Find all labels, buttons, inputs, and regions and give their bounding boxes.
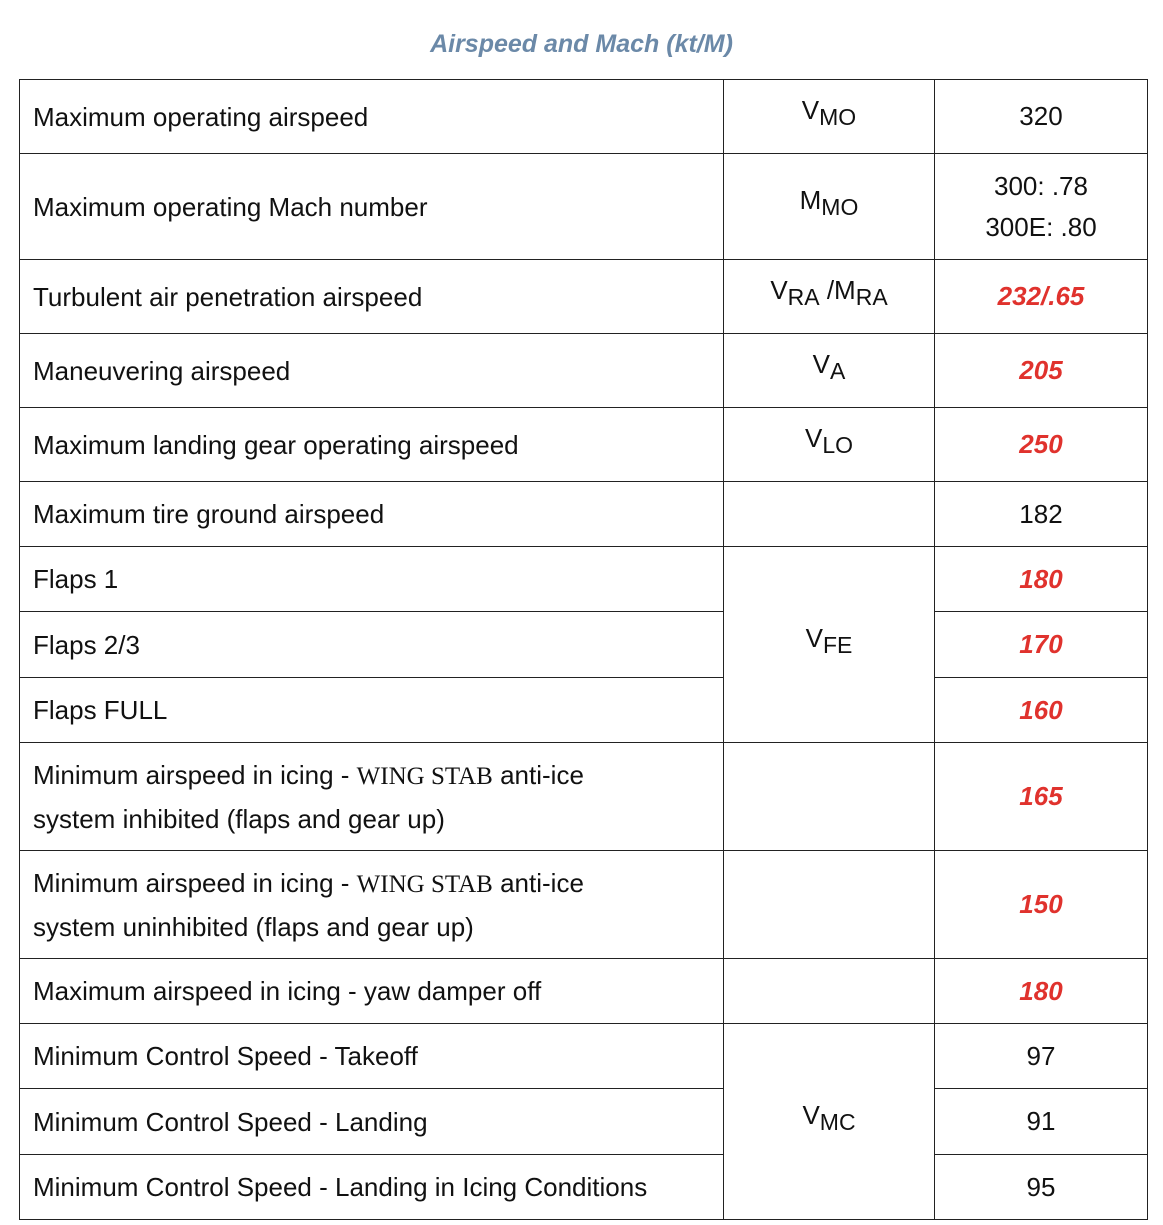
row-value: 320 xyxy=(935,80,1148,154)
row-description: Minimum airspeed in icing - WING STAB anti-ice system uninhibited (flaps and gear up) xyxy=(20,851,724,959)
row-value: 170 xyxy=(935,612,1148,678)
row-description: Maximum operating airspeed xyxy=(20,80,724,154)
row-value: 232/.65 xyxy=(935,260,1148,334)
row-symbol xyxy=(724,743,935,851)
row-description: Minimum Control Speed - Takeoff xyxy=(20,1024,724,1089)
row-value: 150 xyxy=(935,851,1148,959)
table-row-vra xyxy=(20,260,1148,334)
row-description: Flaps FULL xyxy=(20,678,724,743)
table-row-vmo xyxy=(20,80,1148,154)
row-description: Turbulent air penetration airspeed xyxy=(20,260,724,334)
table-row-vmc-landing xyxy=(20,1089,1148,1155)
page-title: Airspeed and Mach (kt/M) xyxy=(430,30,733,58)
table-row-flaps-2-3 xyxy=(20,612,1148,678)
row-value: 160 xyxy=(935,678,1148,743)
table-row-vmc-landing-icing xyxy=(20,1155,1148,1220)
table-row-flaps-1 xyxy=(20,547,1148,612)
row-symbol xyxy=(724,959,935,1024)
row-value: 180 xyxy=(935,959,1148,1024)
row-symbol: MMO xyxy=(724,154,935,260)
row-symbol: VMO xyxy=(724,80,935,154)
row-value: 165 xyxy=(935,743,1148,851)
table-row-vmc-takeoff xyxy=(20,1024,1148,1089)
table-row-icing-uninhibited xyxy=(20,851,1148,959)
row-value: 97 xyxy=(935,1024,1148,1089)
row-description: Maximum tire ground airspeed xyxy=(20,482,724,547)
table-row-flaps-full xyxy=(20,678,1148,743)
row-description: Minimum Control Speed - Landing in Icing Conditions xyxy=(20,1155,724,1220)
row-value: 300: .78 300E: .80 xyxy=(935,154,1148,260)
row-value: 205 xyxy=(935,334,1148,408)
table-row-tire xyxy=(20,482,1148,547)
row-value: 182 xyxy=(935,482,1148,547)
table-row-va xyxy=(20,334,1148,408)
table-row-vlo xyxy=(20,408,1148,482)
row-description: Maximum operating Mach number xyxy=(20,154,724,260)
vfe-symbol: VFE xyxy=(724,547,935,743)
row-description: Maximum landing gear operating airspeed xyxy=(20,408,724,482)
row-description: Flaps 1 xyxy=(20,547,724,612)
row-description: Maneuvering airspeed xyxy=(20,334,724,408)
table-row-icing-inhibited xyxy=(20,743,1148,851)
row-description: Minimum airspeed in icing - WING STAB anti-ice system inhibited (flaps and gear up) xyxy=(20,743,724,851)
airspeed-limits-table xyxy=(19,79,1148,1220)
row-description: Minimum Control Speed - Landing xyxy=(20,1089,724,1155)
table-row-mmo xyxy=(20,154,1148,260)
row-symbol xyxy=(724,851,935,959)
row-value: 180 xyxy=(935,547,1148,612)
row-symbol: VRA /MRA xyxy=(724,260,935,334)
row-description: Maximum airspeed in icing - yaw damper off xyxy=(20,959,724,1024)
table-row-yaw-damper-off xyxy=(20,959,1148,1024)
row-value: 95 xyxy=(935,1155,1148,1220)
vmc-symbol: VMC xyxy=(724,1024,935,1220)
row-symbol xyxy=(724,482,935,547)
row-symbol: VA xyxy=(724,334,935,408)
row-symbol: VLO xyxy=(724,408,935,482)
row-description: Flaps 2/3 xyxy=(20,612,724,678)
row-value: 250 xyxy=(935,408,1148,482)
row-value: 91 xyxy=(935,1089,1148,1155)
